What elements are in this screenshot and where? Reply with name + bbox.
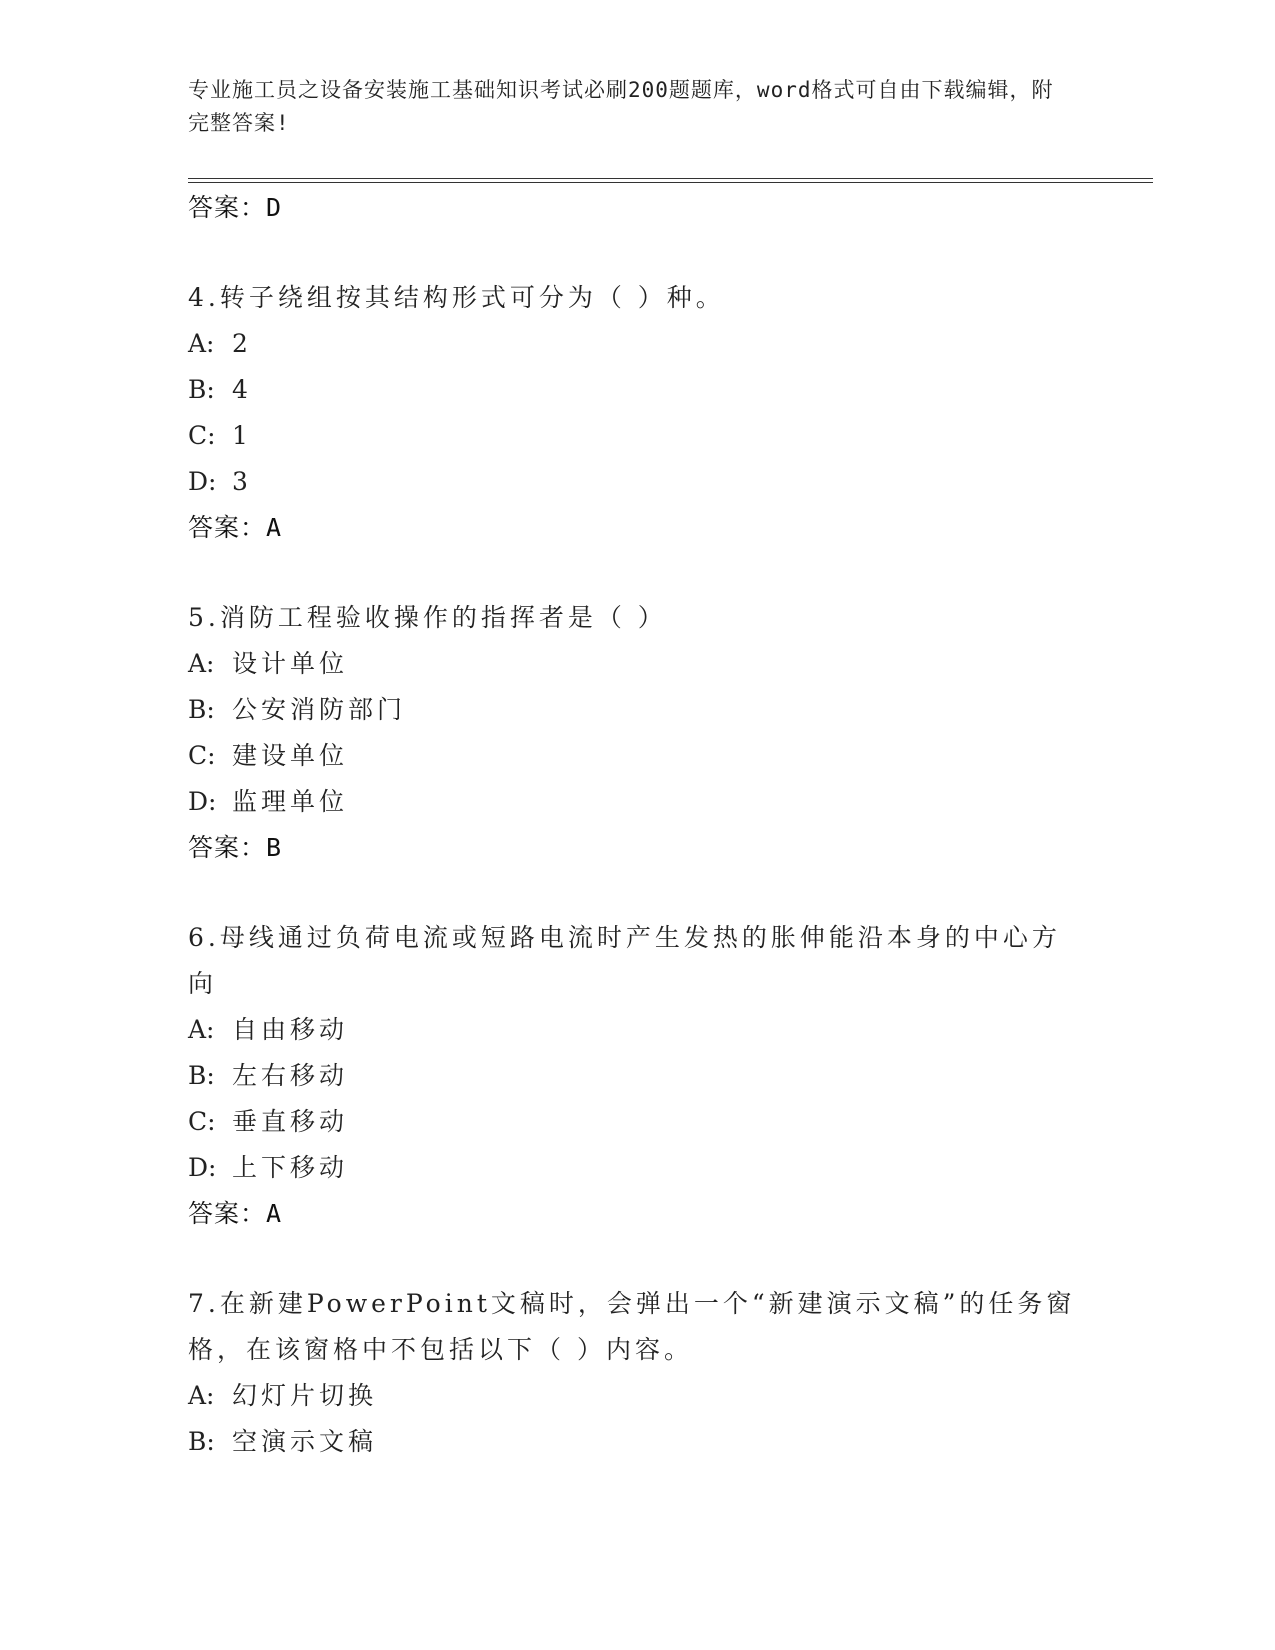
question-text: 4.转子绕组按其结构形式可分为（ ）种。 (188, 283, 725, 312)
option-text: 公安消防部门 (232, 695, 407, 724)
option-letter: D: (188, 787, 217, 816)
option-text: 建设单位 (232, 741, 349, 770)
spacer (188, 551, 1088, 595)
answer-option (188, 1053, 1088, 1099)
option-letter: C: (188, 1107, 216, 1136)
option-text: 空演示文稿 (232, 1427, 378, 1456)
exam-content (188, 185, 1088, 1465)
answer-line: 答案：B (188, 833, 283, 862)
document-header: 专业施工员之设备安装施工基础知识考试必刷200题题库，word格式可自由下载编辑，附完整答案! (188, 78, 1054, 135)
header-divider (188, 178, 1153, 183)
question-text: 6.母线通过负荷电流或短路电流时产生发热的胀伸能沿本身的中心方向 (188, 923, 1061, 998)
option-letter: B: (188, 1061, 215, 1090)
answer-option (188, 1373, 1088, 1419)
option-text: 上下移动 (232, 1153, 349, 1182)
option-letter: A: (188, 649, 215, 678)
option-letter: A: (188, 1015, 215, 1044)
option-letter: D: (188, 1153, 217, 1182)
option-letter: D: (188, 467, 217, 496)
spacer (188, 231, 1088, 275)
answer-option (188, 1099, 1088, 1145)
option-text: 2 (232, 329, 252, 358)
option-text: 1 (232, 421, 252, 450)
option-letter: B: (188, 375, 215, 404)
option-letter: B: (188, 695, 215, 724)
answer-line: 答案：D (188, 193, 283, 222)
option-letter: C: (188, 421, 216, 450)
answer-line: 答案：A (188, 1199, 283, 1228)
option-text: 监理单位 (232, 787, 349, 816)
option-text: 垂直移动 (232, 1107, 349, 1136)
answer-option (188, 413, 1088, 459)
answer-option (188, 367, 1088, 413)
option-text: 设计单位 (232, 649, 349, 678)
spacer (188, 871, 1088, 915)
option-text: 左右移动 (232, 1061, 349, 1090)
option-text: 4 (232, 375, 252, 404)
option-text: 自由移动 (232, 1015, 349, 1044)
option-letter: A: (188, 1381, 215, 1410)
question-text: 7.在新建PowerPoint文稿时，会弹出一个“新建演示文稿”的任务窗格，在该窗格中不包括以下（ ）内容。 (188, 1289, 1076, 1364)
question-text: 5.消防工程验收操作的指挥者是（ ） (188, 603, 667, 632)
option-text: 幻灯片切换 (232, 1381, 378, 1410)
answer-option (188, 779, 1088, 825)
answer-option (188, 1007, 1088, 1053)
option-text: 3 (232, 467, 252, 496)
answer-option (188, 1419, 1088, 1465)
answer-option (188, 687, 1088, 733)
option-letter: A: (188, 329, 215, 358)
answer-line: 答案：A (188, 513, 283, 542)
spacer (188, 1237, 1088, 1281)
option-letter: B: (188, 1427, 215, 1456)
answer-option (188, 641, 1088, 687)
option-letter: C: (188, 741, 216, 770)
answer-option (188, 1145, 1088, 1191)
answer-option (188, 321, 1088, 367)
answer-option (188, 459, 1088, 505)
answer-option (188, 733, 1088, 779)
